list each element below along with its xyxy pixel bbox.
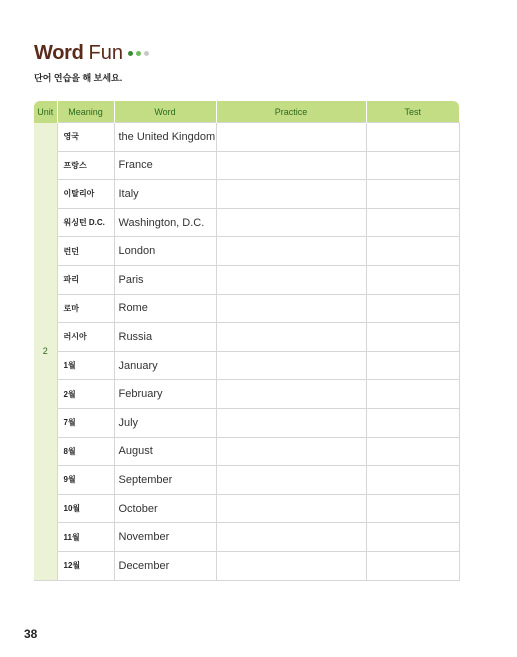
instruction-text: 단어 연습을 해 보세요. bbox=[34, 73, 123, 83]
test-cell[interactable] bbox=[366, 180, 459, 209]
title-word: Word bbox=[34, 42, 84, 64]
practice-cell[interactable] bbox=[216, 494, 366, 523]
table-row bbox=[34, 123, 459, 152]
page-number: 38 bbox=[24, 627, 38, 641]
word-cell: Paris bbox=[114, 265, 216, 294]
word-cell: July bbox=[114, 408, 216, 437]
practice-cell[interactable] bbox=[216, 123, 366, 152]
table-row bbox=[34, 523, 459, 552]
practice-cell[interactable] bbox=[216, 523, 366, 552]
test-cell[interactable] bbox=[366, 380, 459, 409]
table-row bbox=[34, 237, 459, 266]
test-cell[interactable] bbox=[366, 437, 459, 466]
test-cell[interactable] bbox=[366, 323, 459, 352]
meaning-cell: 2월 bbox=[57, 380, 114, 409]
dot-icon bbox=[144, 51, 149, 56]
table-row bbox=[34, 408, 459, 437]
test-cell[interactable] bbox=[366, 237, 459, 266]
word-cell: Washington, D.C. bbox=[114, 208, 216, 237]
column-header-practice: Practice bbox=[216, 101, 366, 123]
test-cell[interactable] bbox=[366, 123, 459, 152]
word-cell: Rome bbox=[114, 294, 216, 323]
word-cell: the United Kingdom bbox=[114, 123, 216, 152]
practice-cell[interactable] bbox=[216, 151, 366, 180]
word-cell: February bbox=[114, 380, 216, 409]
table-row bbox=[34, 294, 459, 323]
meaning-cell: 8월 bbox=[57, 437, 114, 466]
practice-cell[interactable] bbox=[216, 208, 366, 237]
meaning-cell: 1월 bbox=[57, 351, 114, 380]
table-row bbox=[34, 208, 459, 237]
test-cell[interactable] bbox=[366, 551, 459, 580]
meaning-cell: 파리 bbox=[57, 265, 114, 294]
table-row bbox=[34, 351, 459, 380]
word-cell: Russia bbox=[114, 323, 216, 352]
practice-cell[interactable] bbox=[216, 265, 366, 294]
table-header-row bbox=[34, 101, 459, 123]
meaning-cell: 프랑스 bbox=[57, 151, 114, 180]
title-dots-decoration bbox=[128, 51, 149, 56]
word-cell: January bbox=[114, 351, 216, 380]
meaning-cell: 9월 bbox=[57, 466, 114, 495]
column-header-unit: Unit bbox=[34, 101, 57, 123]
test-cell[interactable] bbox=[366, 151, 459, 180]
practice-cell[interactable] bbox=[216, 237, 366, 266]
table-row bbox=[34, 380, 459, 409]
meaning-cell: 로마 bbox=[57, 294, 114, 323]
meaning-cell: 이탈리아 bbox=[57, 180, 114, 209]
word-cell: September bbox=[114, 466, 216, 495]
practice-cell[interactable] bbox=[216, 551, 366, 580]
word-cell: Italy bbox=[114, 180, 216, 209]
dot-icon bbox=[136, 51, 141, 56]
table-row bbox=[34, 466, 459, 495]
word-cell: August bbox=[114, 437, 216, 466]
test-cell[interactable] bbox=[366, 466, 459, 495]
practice-cell[interactable] bbox=[216, 294, 366, 323]
unit-number-cell: 2 bbox=[34, 123, 57, 581]
test-cell[interactable] bbox=[366, 265, 459, 294]
practice-cell[interactable] bbox=[216, 180, 366, 209]
table-row bbox=[34, 437, 459, 466]
practice-cell[interactable] bbox=[216, 466, 366, 495]
dot-icon bbox=[128, 51, 133, 56]
test-cell[interactable] bbox=[366, 294, 459, 323]
word-cell: France bbox=[114, 151, 216, 180]
test-cell[interactable] bbox=[366, 494, 459, 523]
word-cell: October bbox=[114, 494, 216, 523]
page-title bbox=[34, 42, 149, 65]
meaning-cell: 10월 bbox=[57, 494, 114, 523]
column-header-test: Test bbox=[366, 101, 459, 123]
practice-cell[interactable] bbox=[216, 380, 366, 409]
table-row bbox=[34, 323, 459, 352]
practice-cell[interactable] bbox=[216, 351, 366, 380]
test-cell[interactable] bbox=[366, 208, 459, 237]
table-row bbox=[34, 551, 459, 580]
meaning-cell: 워싱턴 D.C. bbox=[57, 208, 114, 237]
test-cell[interactable] bbox=[366, 408, 459, 437]
table-body bbox=[34, 123, 459, 581]
word-practice-table bbox=[34, 101, 460, 581]
test-cell[interactable] bbox=[366, 523, 459, 552]
practice-cell[interactable] bbox=[216, 437, 366, 466]
word-cell: November bbox=[114, 523, 216, 552]
table-row bbox=[34, 265, 459, 294]
meaning-cell: 12월 bbox=[57, 551, 114, 580]
table-row bbox=[34, 151, 459, 180]
column-header-meaning: Meaning bbox=[57, 101, 114, 123]
meaning-cell: 러시아 bbox=[57, 323, 114, 352]
test-cell[interactable] bbox=[366, 351, 459, 380]
word-cell: London bbox=[114, 237, 216, 266]
practice-cell[interactable] bbox=[216, 408, 366, 437]
table-row bbox=[34, 494, 459, 523]
word-cell: December bbox=[114, 551, 216, 580]
meaning-cell: 영국 bbox=[57, 123, 114, 152]
column-header-word: Word bbox=[114, 101, 216, 123]
meaning-cell: 런던 bbox=[57, 237, 114, 266]
title-fun: Fun bbox=[88, 42, 124, 64]
meaning-cell: 7월 bbox=[57, 408, 114, 437]
table-row bbox=[34, 180, 459, 209]
practice-cell[interactable] bbox=[216, 323, 366, 352]
meaning-cell: 11월 bbox=[57, 523, 114, 552]
